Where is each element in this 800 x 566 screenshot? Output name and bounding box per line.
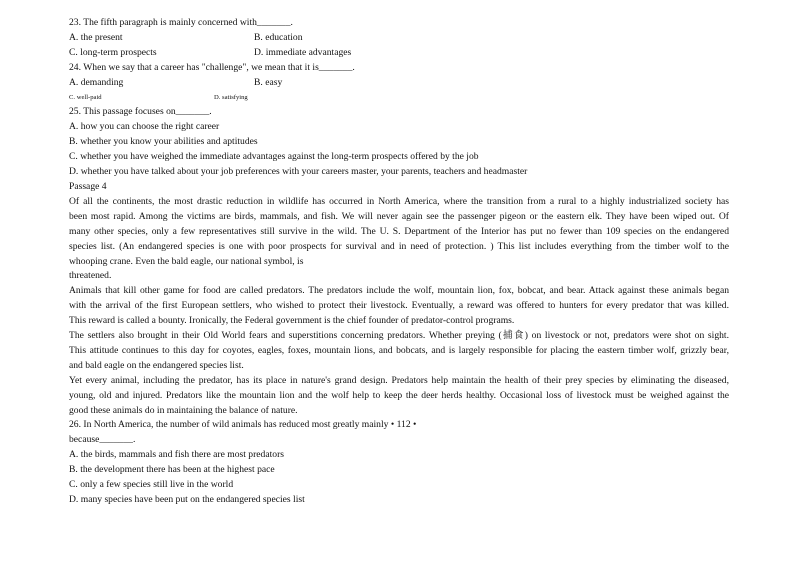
question-24-option-d: D. satisfying [214, 93, 248, 101]
question-23-stem: 23. The fifth paragraph is mainly concerned with_______. [69, 17, 293, 28]
passage-line: threatened. [69, 270, 112, 282]
question-23-option-b: B. education [254, 31, 303, 43]
passage-line: This reward is called a bounty. Ironically, the Federal government is the chief founder of predator-control programs. [69, 315, 515, 327]
passage-line: many other species, only a few representatives still survive in the wild. The U. S. Department of the Interior has put no fewer than 109 species on the endangered [69, 225, 729, 237]
question-24-options-row-1 [69, 76, 729, 91]
passage-line: young, old and injured. Predators like the mountain lion and the wolf help to keep the deer herds healthy. Occasional loss of livestock must be weighed against the [69, 389, 729, 401]
question-26-stem-continued: because_______. [69, 434, 136, 446]
question-26-stem: 26. In North America, the number of wild animals has reduced most greatly mainly • 112 • [69, 419, 417, 431]
question-26-option-c: C. only a few species still live in the world [69, 479, 234, 491]
question-24-stem: 24. When we say that a career has "challenge", we mean that it is_______. [69, 61, 355, 73]
passage-line: species list. (An endangered species is one with poor prospects for survival and in need of protection. ) This list includes everything from the timber wolf to the [69, 240, 729, 252]
passage-line: Animals that kill other game for food are called predators. The predators include the wolf, mountain lion, fox, bobcat, and bear. Attack against these animals began [69, 285, 729, 297]
question-23-options-row-1 [69, 31, 729, 46]
question-25-option-c: C. whether you have weighed the immediate advantages against the long-term prospects offered by the job [69, 151, 479, 163]
question-25-option-d: D. whether you have talked about your job preferences with your careers master, your parents, teachers and headmaster [69, 166, 528, 178]
passage-line: Of all the continents, the most drastic reduction in wildlife has occurred in North America, where the transition from a rural to a highly industrialized society has [69, 195, 729, 207]
passage-line: been most rapid. Among the victims are birds, mammals, and fish. We will never again see the passenger pigeon or the eastern elk. They have been wiped out. Of [69, 210, 729, 222]
question-26-option-b: B. the development there has been at the highest pace [69, 464, 275, 476]
question-23-option-c: C. long-term prospects [69, 46, 157, 58]
passage-line: with the arrival of the first European settlers, who wished to protect their livestock. Eventually, a reward was offered to hunters for every predator that was killed. [69, 300, 729, 312]
question-23-option-d: D. immediate advantages [254, 46, 352, 58]
question-25-option-a: A. how you can choose the right career [69, 121, 220, 133]
passage-line: The settlers also brought in their Old World fears and superstitions concerning predators. Whether preying (捕食) on livestock or not, predators were shot on sight. [69, 330, 729, 342]
question-24-option-c: C. well-paid [69, 93, 102, 101]
question-26-option-a: A. the birds, mammals and fish there are most predators [69, 449, 285, 461]
question-23-option-a: A. the present [69, 31, 123, 43]
question-25-stem: 25. This passage focuses on_______. [69, 106, 212, 118]
question-23-options-row-2 [69, 46, 729, 61]
question-25-option-b: B. whether you know your abilities and aptitudes [69, 136, 258, 148]
passage-line: and bald eagle on the endangered species list. [69, 359, 244, 371]
question-26-option-d: D. many species have been put on the endangered species list [69, 494, 305, 505]
passage-line: whooping crane. Even the bald eagle, our national symbol, is [69, 255, 304, 267]
document-content [69, 16, 729, 508]
passage-line: This attitude continues to this day for coyotes, eagles, foxes, mountain lions, and bobcats, and is largely responsible for placing the eastern timber wolf, grizzly bear, [69, 344, 729, 356]
question-24-option-a: A. demanding [69, 76, 124, 88]
passage-line: good these animals do in maintaining the balance of nature. [69, 404, 298, 416]
passage-title: Passage 4 [69, 180, 107, 192]
question-24-options-row-2 [69, 91, 729, 106]
question-24-option-b: B. easy [254, 76, 283, 88]
passage-line: Yet every animal, including the predator, has its place in nature's grand design. Predators help maintain the health of their prey species by eliminating the diseased, [69, 374, 729, 386]
